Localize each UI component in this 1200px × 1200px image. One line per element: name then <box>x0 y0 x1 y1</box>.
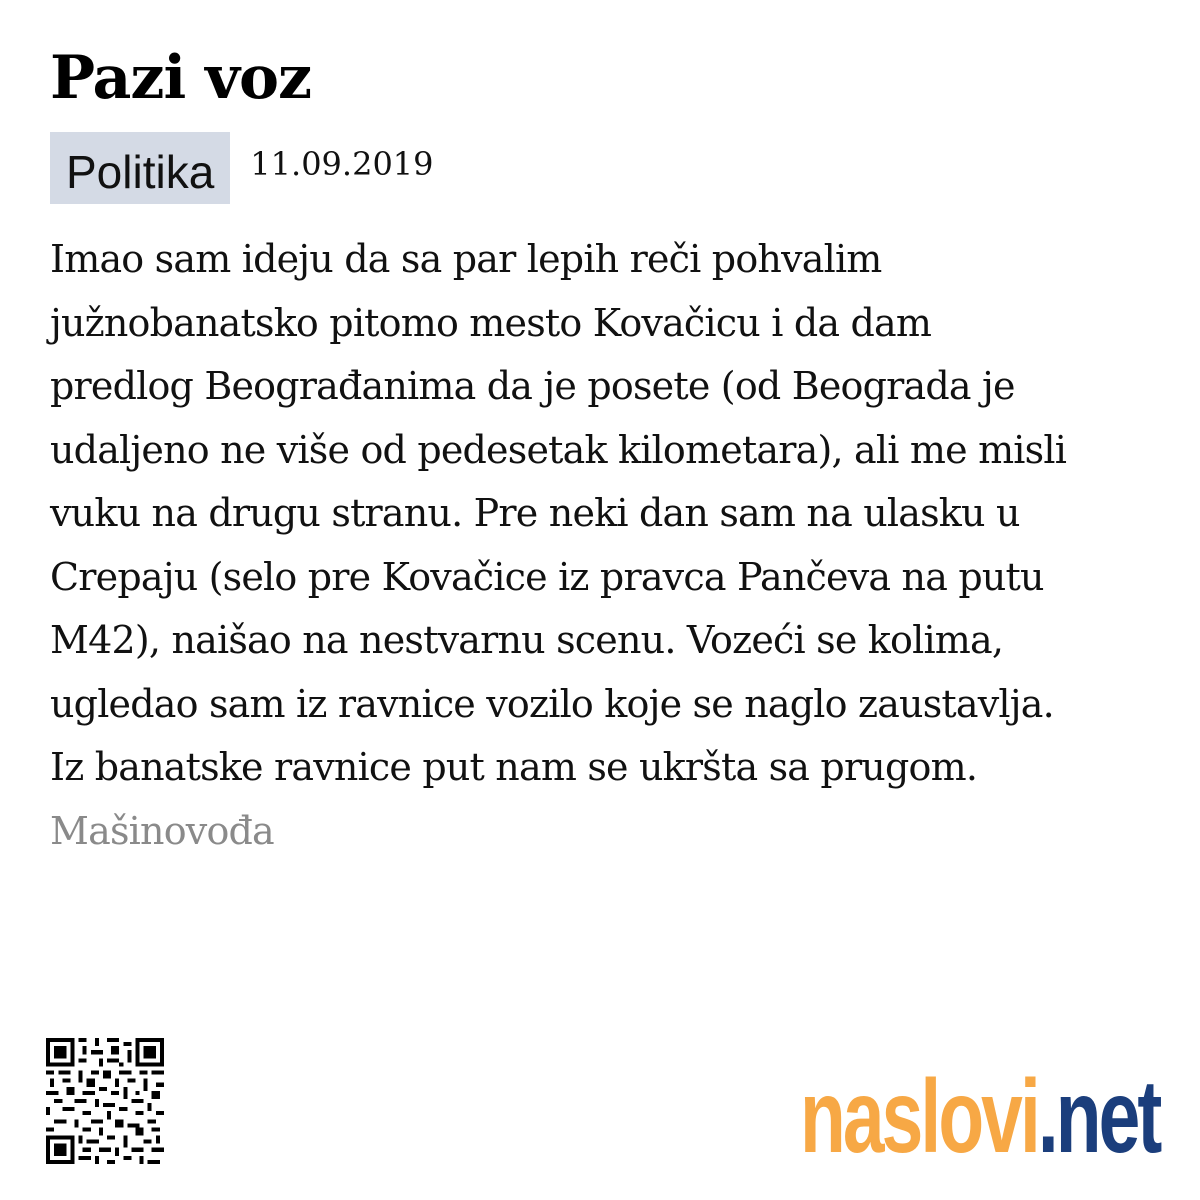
article-meta <box>50 132 434 204</box>
body-line: Imao sam ideju da sa par lepih reči pohvalim <box>50 237 882 281</box>
logo-main-text: naslovi <box>800 1059 1038 1175</box>
category-badge[interactable]: Politika <box>50 132 230 204</box>
article-title: Pazi voz <box>50 43 312 113</box>
body-line: južnobanatsko pitomo mesto Kovačicu i da dam <box>50 300 932 345</box>
qr-code-icon[interactable] <box>45 1038 165 1164</box>
body-line: Iz banatske ravnice put nam se ukršta sa prugom. <box>50 745 978 789</box>
body-line: ugledao sam iz ravnice vozilo koje se naglo zaustavlja. <box>50 681 1054 726</box>
body-line: udaljeno ne više od pedesetak kilometara), ali me misli <box>50 427 1067 472</box>
article-body <box>50 228 1160 863</box>
body-line: Crepaju (selo pre Kovačice iz pravca Pančeva na putu <box>50 554 1044 599</box>
body-line: predlog Beograđanima da je posete (od Beograda je <box>50 364 1015 408</box>
naslovi-logo[interactable] <box>800 1059 1160 1175</box>
body-line: M42), naišao na nestvarnu scenu. Vozeći se kolima, <box>50 618 1004 662</box>
body-line: vuku na drugu stranu. Pre neki dan sam na ulasku u <box>50 491 1020 535</box>
logo-tld-text: .net <box>1037 1059 1160 1175</box>
body-line-faded: Mašinovođa <box>50 808 274 853</box>
article-date: 11.09.2019 <box>250 145 434 183</box>
